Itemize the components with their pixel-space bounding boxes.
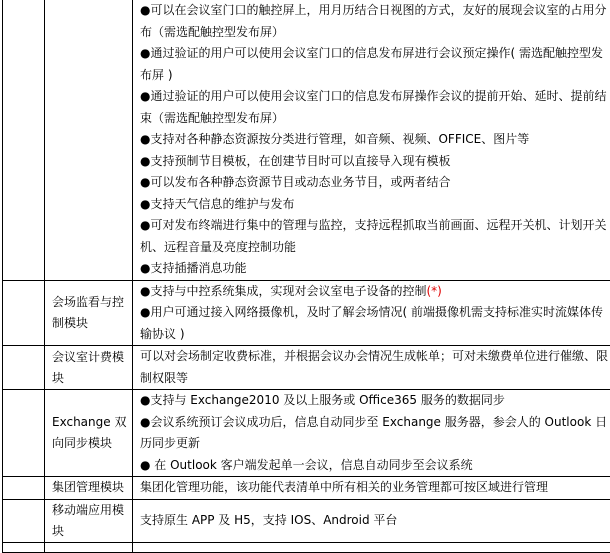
module-name-cell bbox=[45, 0, 133, 280]
module-name-cell bbox=[45, 346, 133, 390]
module-name-cell bbox=[45, 477, 133, 500]
feature-item: ●可以发布各种静态资源节目或动态业务节目，或两者结合 bbox=[133, 172, 610, 194]
feature-item: ●会议系统预订会议成功后，信息自动同步至 Exchange 服务器，参会人的 Outlook 日历同步更新 bbox=[133, 412, 610, 455]
module-name-cell bbox=[45, 390, 133, 477]
module-name-cell bbox=[45, 499, 133, 542]
module-name: Exchange 双向同步模块 bbox=[45, 412, 132, 454]
feature-description-cell bbox=[133, 499, 610, 542]
feature-table bbox=[2, 0, 610, 553]
feature-item: ●可以在会议室门口的触控屏上，用月历结合日视图的方式，友好的展现会议室的占用分布（需选配触控型发布屏） bbox=[133, 0, 610, 43]
module-name: 集团管理模块 bbox=[45, 477, 132, 498]
feature-item: ●支持插播消息功能 bbox=[133, 258, 610, 280]
blank-cell bbox=[3, 280, 45, 346]
table-row bbox=[3, 542, 610, 552]
feature-item: 集团化管理功能，该功能代表清单中所有相关的业务管理都可按区域进行管理 bbox=[133, 477, 610, 499]
table-row bbox=[3, 346, 610, 390]
feature-item: ●支持预制节目模板，在创建节目时可以直接导入现有模板 bbox=[133, 151, 610, 173]
table-row bbox=[3, 280, 610, 346]
feature-item: 支持原生 APP 及 H5，支持 IOS、Android 平台 bbox=[133, 510, 610, 532]
feature-item: 可以对会场制定收费标准，并根据会议办会情况生成帐单；可对未缴费单位进行催缴、限制权限等 bbox=[133, 346, 610, 389]
blank-cell bbox=[45, 542, 133, 552]
blank-cell bbox=[3, 0, 45, 280]
feature-item: ● 在 Outlook 客户端发起单一会议，信息自动同步至会议系统 bbox=[133, 455, 610, 477]
feature-item: ●用户可通过接入网络摄像机，及时了解会场情况( 前端摄像机需支持标准实时流媒体传输协议 ) bbox=[133, 302, 610, 345]
blank-cell bbox=[3, 346, 45, 390]
required-mark: (*) bbox=[426, 284, 441, 298]
blank-cell bbox=[3, 477, 45, 500]
feature-description-cell bbox=[133, 0, 610, 280]
blank-cell bbox=[3, 542, 45, 552]
module-name: 移动端应用模块 bbox=[45, 500, 132, 542]
feature-description-cell bbox=[133, 346, 610, 390]
feature-item: ●可对发布终端进行集中的管理与监控，支持远程抓取当前画面、远程开关机、计划开关机、远程音量及亮度控制功能 bbox=[133, 215, 610, 258]
feature-item-text: ●支持与中控系统集成，实现对会议室电子设备的控制 bbox=[140, 284, 426, 298]
table-row bbox=[3, 0, 610, 280]
feature-description-cell bbox=[133, 477, 610, 500]
table-row bbox=[3, 477, 610, 500]
feature-item bbox=[133, 281, 610, 303]
module-name-cell bbox=[45, 280, 133, 346]
feature-item: ●通过验证的用户可以使用会议室门口的信息发布屏操作会议的提前开始、延时、提前结束（需选配触控型发布屏） bbox=[133, 86, 610, 129]
module-name: 会议室计费模块 bbox=[45, 347, 132, 389]
feature-description-cell bbox=[133, 280, 610, 346]
module-name: 会场监看与控制模块 bbox=[45, 292, 132, 334]
feature-item: ●支持与 Exchange2010 及以上服务或 Office365 服务的数据同步 bbox=[133, 390, 610, 412]
blank-cell bbox=[133, 542, 610, 552]
blank-cell bbox=[3, 390, 45, 477]
feature-description-cell bbox=[133, 390, 610, 477]
table-row bbox=[3, 390, 610, 477]
feature-item: ●支持天气信息的维护与发布 bbox=[133, 194, 610, 216]
feature-item: ●支持对各种静态资源按分类进行管理，如音频、视频、OFFICE、图片等 bbox=[133, 129, 610, 151]
feature-item: ●通过验证的用户可以使用会议室门口的信息发布屏进行会议预定操作( 需选配触控型发布屏 ) bbox=[133, 43, 610, 86]
blank-cell bbox=[3, 499, 45, 542]
table-row bbox=[3, 499, 610, 542]
